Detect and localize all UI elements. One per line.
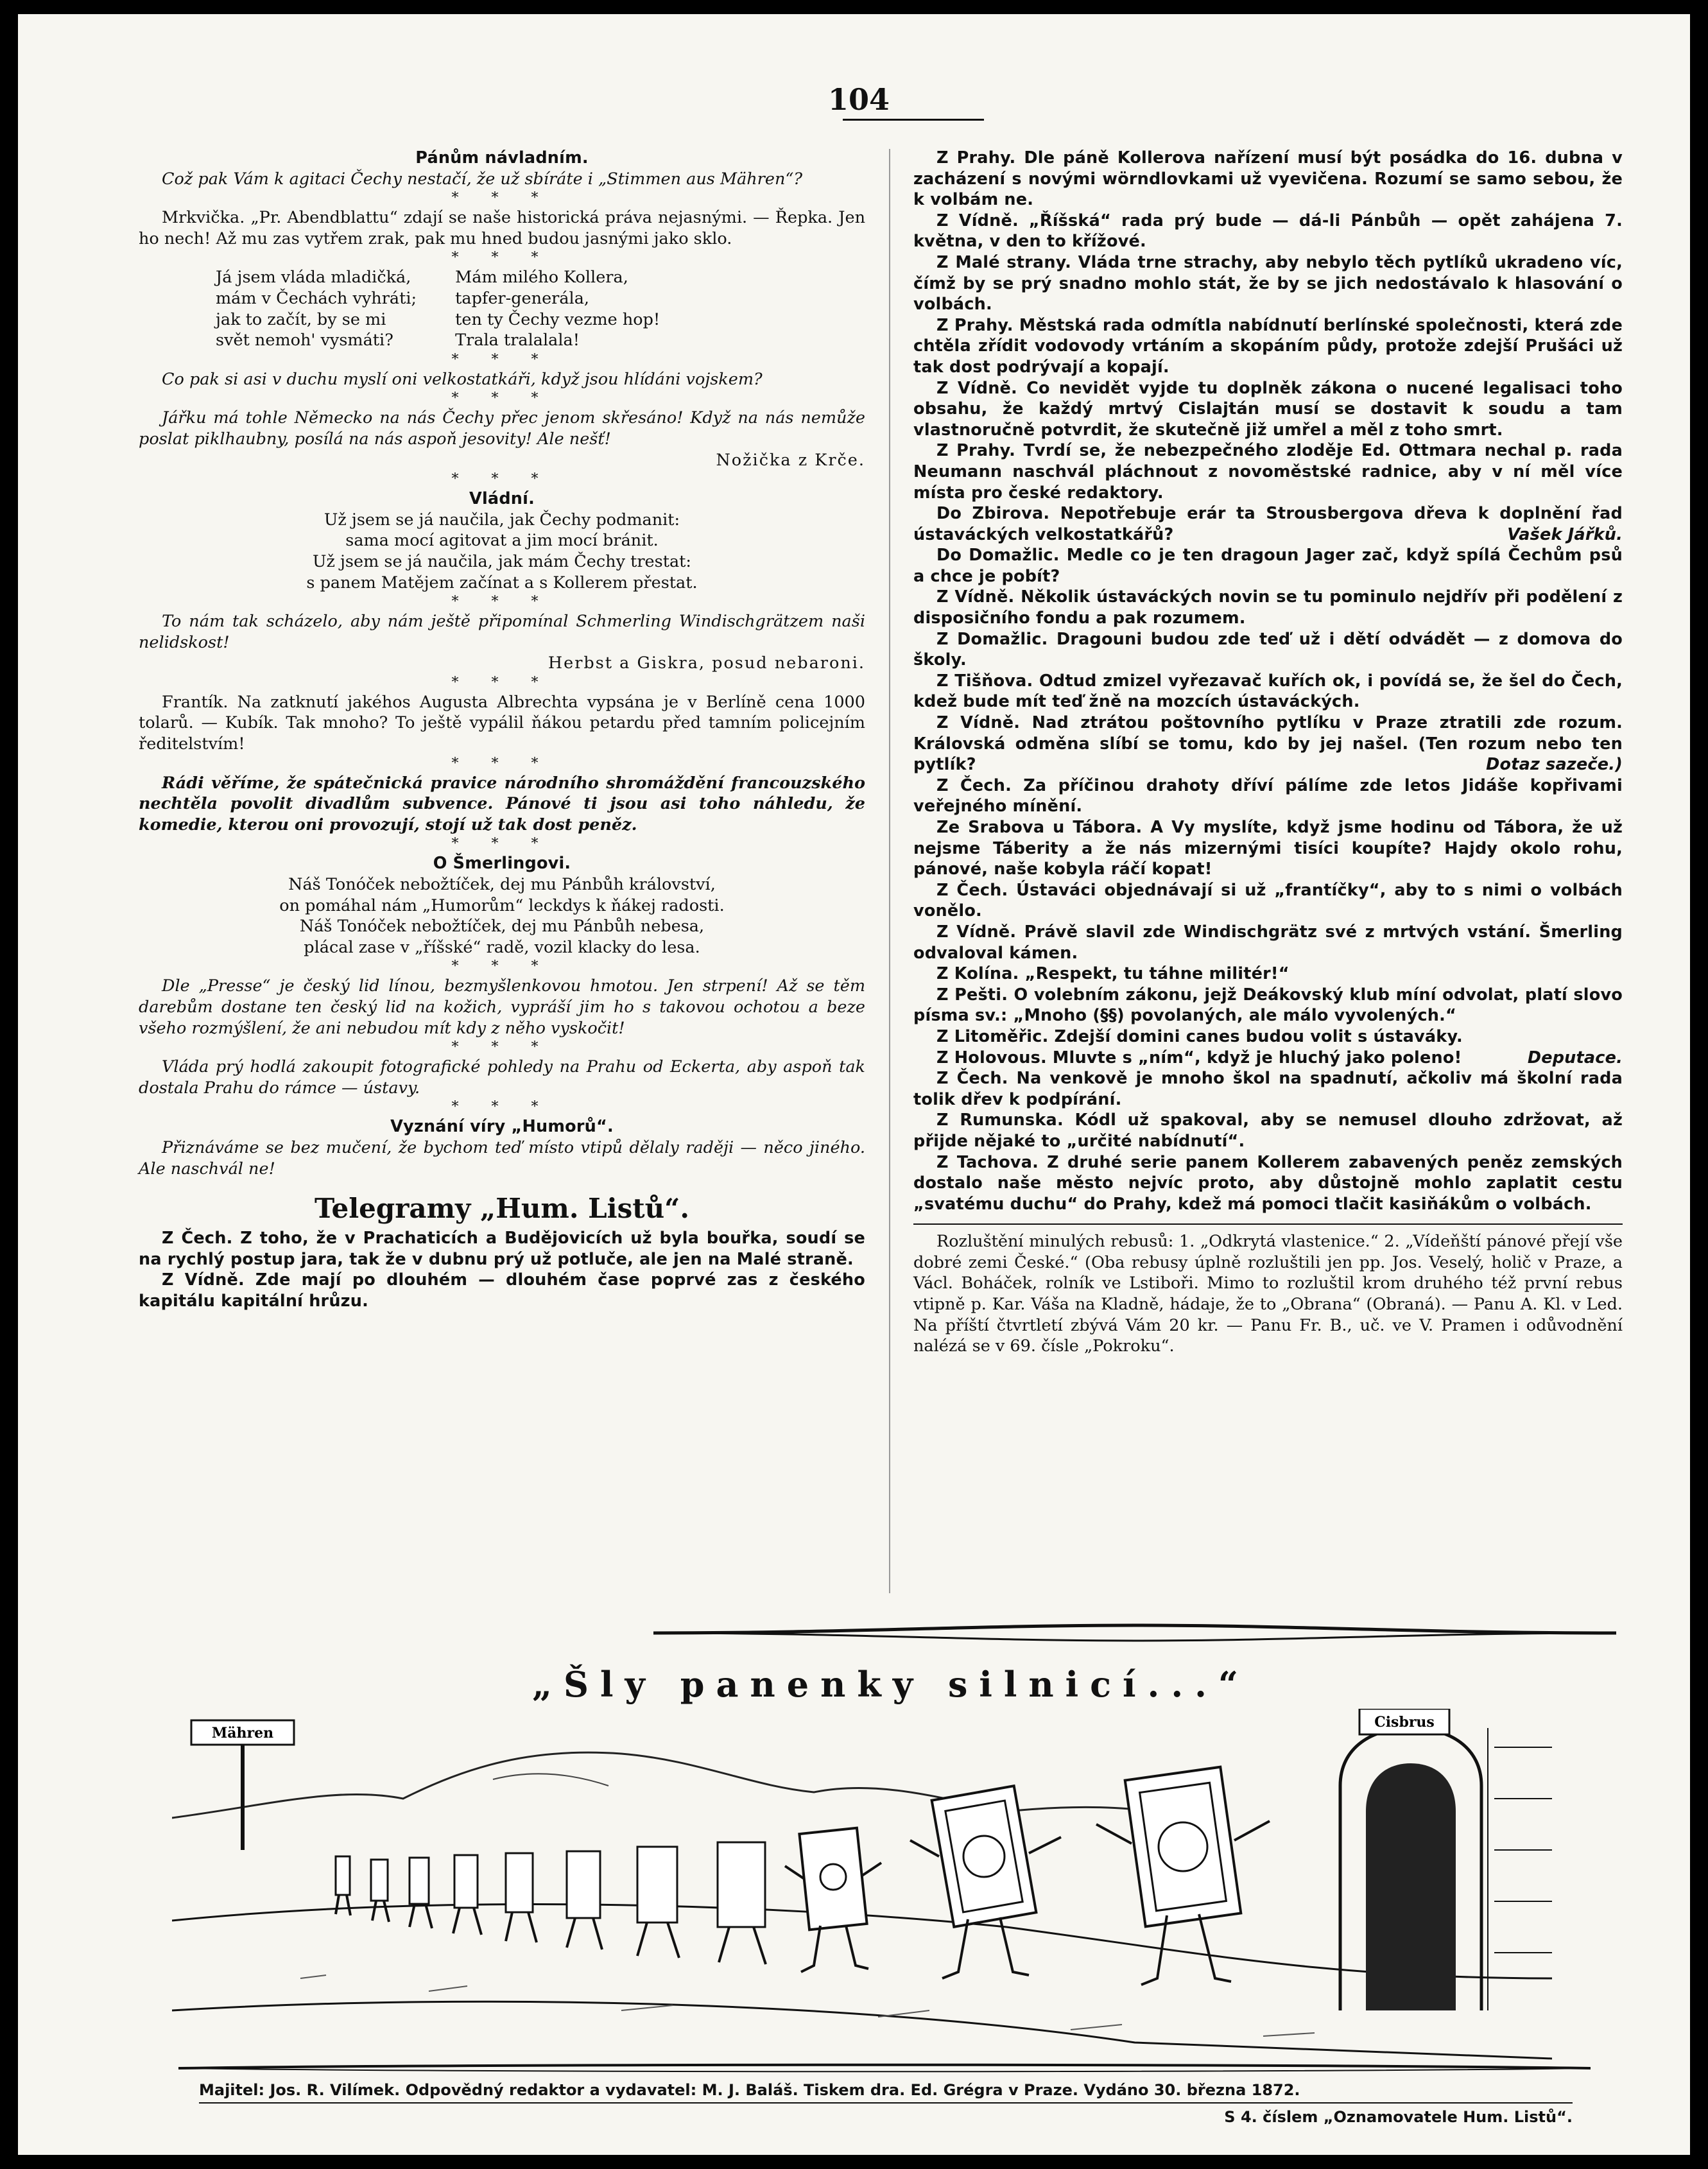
rebus-solutions: Rozluštění minulých rebusů: 1. „Odkrytá vlastenice.“ 2. „Vídeňští pánové přejí vše dobré zemi České.“ (Oba rebusy úplně rozluštili jen pp. Jos. Veselý, holič v Praze, a Václ. Boháček, rolník ve Lstiboři. Mimo to rozluštil krom druhého též první rebus vtipně p. Kar. Váša na Kladně, hádaje, že to „Obrana“ (Obraná). — Panu A. Kl. v Led. Na příští čtvrtletí zbývá Vám 20 kr. — Panu Fr. B., uč. ve V. Pramen i odůvodnění nalézá se v 69. čísle „Pokroku“. xyxy=(913,1232,1623,1356)
imprint-rule xyxy=(199,2102,1573,2104)
telegram-item: Ze Srabova u Tábora. A Vy myslíte, když jsme hodinu od Tábora, že už nejsme Táberity a že nás mizernými tisíci koupíte? Hajdy okolo rohu, pánové, naše kobyla ráčí kopat! xyxy=(913,818,1623,879)
asterism-divider: * * * xyxy=(451,190,553,207)
paragraph: Dle „Presse“ je český lid línou, bezmyšlenkovou hmotou. Jen strpení! Až se těm darebům dostane ten český lid na kožich, vypráší jim ho s takovou ochotou a beze všeho rozmýšlení, že ani nebudou mít kdy z něho vyskočit! xyxy=(139,976,865,1038)
verse-line: Už jsem se já naučila, jak Čechy podmanit: xyxy=(323,510,680,530)
verse-line: tapfer-generála, xyxy=(455,288,590,308)
telegram-item xyxy=(913,1048,1623,1069)
verse-line: plácal zase v „říšské“ radě, vozil klacky do lesa. xyxy=(304,937,700,957)
telegram-item: Z Vídně. Několik ústaváckých novin se tu pominulo nejdřív při podělení z disposičního fondu a pak rozumem. xyxy=(913,587,1623,628)
verse-line: Já jsem vláda mladičká, xyxy=(216,268,411,288)
telegram-item: Z Tachova. Z druhé serie panem Kollerem zabavených peněz zemských dostalo naše město nejvíc proto, aby důstojně mohlo zaplatit cestu „svatému duchu“ do Prahy, kdež má pomoci tlačit kasiňákům o volbách. xyxy=(913,1152,1623,1214)
telegram-item: Z Vídně. „Říšská“ rada prý bude — dá-li Pánbůh — opět zahájena 7. května, v den to křížové. xyxy=(913,211,1623,252)
cartoon-title: „Šly panenky silnicí...“ xyxy=(531,1664,1250,1705)
ornamental-rule xyxy=(653,1620,1616,1646)
signature: Dotaz sazeče.) xyxy=(1486,755,1623,775)
column-divider xyxy=(889,149,890,1593)
sign-right-label: Cisbrus xyxy=(1374,1714,1435,1731)
telegram-item: Z Vídně. Zde mají po dlouhém — dlouhém čase poprvé zas z českého kapitálu kapitální hrůzu. xyxy=(139,1270,865,1311)
verse-line: mám v Čechách vyhráti; xyxy=(216,288,417,308)
asterism-divider: * * * xyxy=(451,1099,553,1116)
section-title: O Šmerlingovi. xyxy=(433,854,571,874)
imprint-line: Majitel: Jos. R. Vilímek. Odpovědný redaktor a vydavatel: M. J. Baláš. Tiskem dra. Ed. Grégra v Praze. Vydáno 30. března 1872. xyxy=(199,2081,1300,2099)
poem-vlada xyxy=(139,267,865,350)
asterism-divider: * * * xyxy=(451,351,553,368)
telegram-item: Z Prahy. Městská rada odmítla nabídnutí berlínské společnosti, která zde chtěla zřídit vodovody vrtáním a skopáním půdy, protože zdejší Prušáci už tak dost podrývají a kopají. xyxy=(913,315,1623,377)
poem-left-stanza xyxy=(216,267,417,350)
signature: Herbst a Giskra, posud nebaroni. xyxy=(548,653,865,673)
newspaper-page xyxy=(18,14,1690,2155)
paragraph: To nám tak scházelo, aby nám ještě připomínal Schmerling Windischgrätzem naši nelidskost! xyxy=(139,612,865,652)
verse-line: sama mocí agitovat a jim mocí bránit. xyxy=(345,531,659,551)
asterism-divider: * * * xyxy=(451,836,553,852)
section-title: Vyznání víry „Humorů“. xyxy=(390,1117,614,1137)
asterism-divider: * * * xyxy=(451,958,553,975)
telegram-item: Z Prahy. Tvrdí se, že nebezpečného zloděje Ed. Ottmara nechal p. rada Neumann naschvál pláchnout z novoměstské radnice, aby v ní měl více místa pro české redaktory. xyxy=(913,441,1623,503)
telegram-item: Z Rumunska. Kódl už spakoval, aby se nemusel dlouho zdržovat, až přijde nějaké to „určité nabídnutí“. xyxy=(913,1110,1623,1151)
cartoon-illustration xyxy=(172,1709,1552,2068)
telegram-item: Z Kolína. „Respekt, tu táhne militér!“ xyxy=(936,964,1290,984)
telegram-item: Z Vídně. Právě slavil zde Windischgrätz své z mrtvých vstání. Šmerling odvaloval kámen. xyxy=(913,922,1623,963)
telegram-item: Z Tišňova. Odtud zmizel vyřezavač kuřích ok, i povídá se, že šel do Čech, kdež bude mít teď žně na mozcích ústaváckých. xyxy=(913,671,1623,712)
asterism-divider: * * * xyxy=(451,390,553,407)
verse-line: Už jsem se já naučila, jak mám Čechy trestat: xyxy=(312,551,691,571)
telegram-text: Do Zbirova. Nepotřebuje erár ta Strousbergova dřeva k doplnění řad ústaváckých velkostatkářů? xyxy=(913,504,1623,544)
asterism-divider: * * * xyxy=(451,755,553,772)
poem-smerling xyxy=(139,874,865,958)
telegram-item xyxy=(913,503,1623,545)
paragraph: Vláda prý hodlá zakoupit fotografické pohledy na Prahu od Eckerta, aby aspoň tak dostala Prahu do rámce — ústavy. xyxy=(139,1057,865,1098)
paragraph: Mrkvička. „Pr. Abendblattu“ zdají se naše historická práva nejasnými. — Řepka. Jen ho nech! Až mu zas vytřem zrak, pak mu hned budou jasnými jako sklo. xyxy=(139,208,865,248)
asterism-divider: * * * xyxy=(451,1039,553,1056)
right-column xyxy=(913,148,1623,1357)
supplement-note: S 4. číslem „Oznamovatele Hum. Listů“. xyxy=(1224,2108,1573,2126)
section-title: Pánům návladním. xyxy=(415,148,589,168)
paragraph: Jářku má tohle Německo na nás Čechy přec jenom skřesáno! Když na nás nemůže poslat piklhaubny, posílá na nás aspoň jesovity! Ale nešť! xyxy=(139,408,865,449)
telegram-text: Z Vídně. Nad ztrátou poštovního pytlíku v Praze ztratili zde rozum. Královská odměna slíbí se tomu, kdo by jej našel. (Ten rozum nebo ten pytlík? xyxy=(913,713,1623,775)
telegram-item: Z Pešti. O volebním zákonu, jejž Deákovský klub míní odvolat, platí slovo písma sv.: „Mnoho (§§) povolaných, ale málo vyvolených.“ xyxy=(913,985,1623,1026)
signature: Nožička z Krče. xyxy=(716,450,865,470)
telegram-item: Z Čech. Ústaváci objednávají si už „frantíčky“, aby to s nimi o volbách vonělo. xyxy=(913,880,1623,921)
telegram-item: Z Čech. Za příčinou drahoty dříví pálíme zde letos Jidáše kopřivami veřejného mínění. xyxy=(913,775,1623,817)
asterism-divider: * * * xyxy=(451,471,553,488)
telegram-text: Z Holovous. Mluvte s „ním“, když je hluchý jako poleno! xyxy=(936,1048,1462,1067)
verse-line: jak to začít, by se mi xyxy=(216,309,386,329)
asterism-divider: * * * xyxy=(451,594,553,610)
poem-right-stanza xyxy=(455,267,660,350)
poem-vladni xyxy=(139,510,865,593)
verse-line: Trala tralalala! xyxy=(455,331,580,350)
telegram-item: Z Domažlic. Dragouni budou zde teď už i dětí odvádět — z domova do školy. xyxy=(913,629,1623,670)
telegram-item: Z Čech. Z toho, že v Prachaticích a Budějovicích už byla bouřka, soudí se na rychlý postup jara, tak že v dubnu prý už potluče, ale jen na Malé straně. xyxy=(139,1229,865,1269)
telegram-item: Z Prahy. Dle páně Kollerova nařízení musí být posádka do 16. dubna v zacházení s novými wörndlovkami už vyevičena. Rozumí se samo sebou, že k volbám ne. xyxy=(913,148,1623,210)
telegram-item: Do Domažlic. Medle co je ten dragoun Jager zač, když spílá Čechům psů a chce je pobít? xyxy=(913,546,1623,586)
paragraph: Frantík. Na zatknutí jakéhos Augusta Albrechta vypsána je v Berlíně cena 1000 tolarů. — Kubík. Tak mnoho? To ještě vypálil ňákou petardu před tamním policejním ředitelstvím! xyxy=(139,692,865,754)
page-number-rule xyxy=(843,119,984,121)
section-rule xyxy=(913,1214,1623,1225)
verse-line: s panem Matějem začínat a s Kollerem přestat. xyxy=(306,573,698,592)
sign-left-label: Mähren xyxy=(211,1725,274,1741)
verse-line: Mám milého Kollera, xyxy=(455,268,628,288)
telegram-heading: Telegramy „Hum. Listů“. xyxy=(315,1193,689,1225)
paragraph: Rádi věříme, že spátečnická pravice národního shromáždění francouzského nechtěla povolit divadlům subvence. Pánové ti jsou asi toho náhledu, že komedie, kterou oni provozují, stojí už tak dost peněz. xyxy=(139,773,865,834)
verse-line: svět nemoh' vysmáti? xyxy=(216,331,393,350)
verse-line: Náš Tonóček nebožtíček, dej mu Pánbůh nebesa, xyxy=(299,917,705,937)
paragraph: Co pak si asi v duchu myslí oni velkostatkáři, když jsou hlídáni vojskem? xyxy=(162,369,763,389)
page-number: 104 xyxy=(828,82,890,117)
verse-line: on pomáhal nám „Humorům“ leckdys k ňákej radosti. xyxy=(279,895,725,915)
verse-line: Náš Tonóček nebožtíček, dej mu Pánbůh království, xyxy=(288,875,716,895)
asterism-divider: * * * xyxy=(451,250,553,266)
paragraph: Což pak Vám k agitaci Čechy nestačí, že už sbíráte i „Stimmen aus Mähren“? xyxy=(162,169,803,189)
telegram-item xyxy=(913,713,1623,775)
telegram-item: Z Vídně. Co nevidět vyjde tu doplněk zákona o nucené legalisaci toho obsahu, že každý mrtvý Cislajtán musí se dostavit k soudu a tam vlastnoručně potvrdit, že skutečně již umřel a měl z toho smrt. xyxy=(913,378,1623,440)
left-column xyxy=(139,148,865,1312)
signature: Deputace. xyxy=(1527,1048,1623,1067)
paragraph: Přiznáváme se bez mučení, že bychom teď místo vtipů dělaly raději — něco jiného. Ale naschvál ne! xyxy=(139,1137,865,1179)
verse-line: ten ty Čechy vezme hop! xyxy=(455,309,660,329)
signature: Vašek Jářků. xyxy=(1507,524,1623,544)
asterism-divider: * * * xyxy=(451,674,553,691)
section-title: Vládní. xyxy=(469,489,535,509)
telegram-item: Z Malé strany. Vláda trne strachy, aby nebylo těch pytlíků ukradeno víc, čímž by se prý snadno mohlo stát, že by se jich nedostávalo k hlasování o volbách. xyxy=(913,252,1623,315)
footer-ornament xyxy=(178,2059,1591,2078)
telegram-item: Z Litoměřic. Zdejší domini canes budou volit s ústaváky. xyxy=(936,1026,1463,1046)
telegram-item: Z Čech. Na venkově je mnoho škol na spadnutí, ačkoliv má školní rada tolik dřev k podpírání. xyxy=(913,1069,1623,1109)
